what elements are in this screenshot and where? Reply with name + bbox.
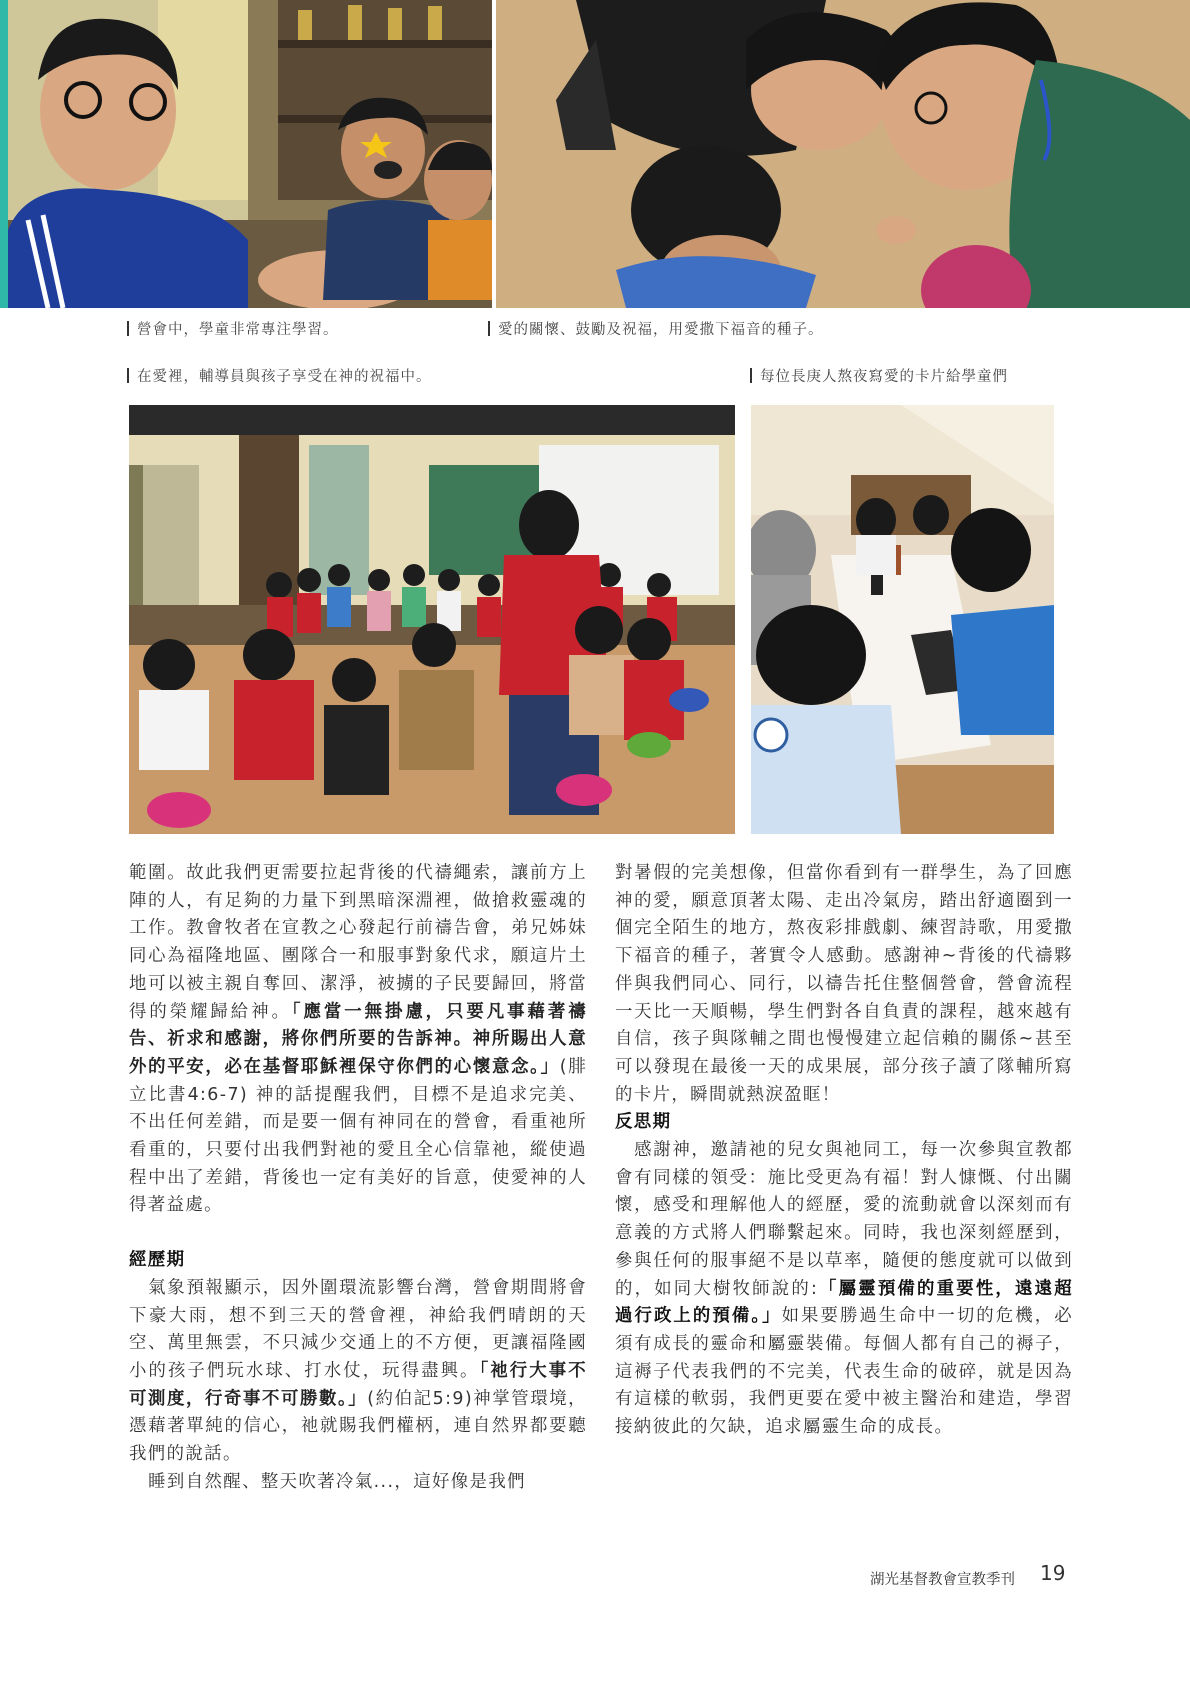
text: 範圍。故此我們更需要拉起背後的代禱繩索，讓前方上陣的人，有足夠的力量下到黑暗深淵裡，做搶救靈魂的工作。教會牧者在宣教之心發起行前禱告會，弟兄姊妹同心為福隆地區、團隊合一和服事對象代求，願這片土地可以被主親自奪回、潔淨，被擄的子民要歸回，將當得的榮耀歸給神。: [129, 863, 587, 1022]
page-number: 19: [1040, 1561, 1066, 1585]
text: 如果要勝過生命中一切的危機，必須有成長的靈命和屬靈裝備。每個人都有自己的褥子，這褥子代表我們的不完美，代表生命的破碎，就是因為有這樣的軟弱，我們更要在愛中被主醫治和建造，學習接納彼此的欠缺，追求屬靈生命的成長。: [615, 1306, 1073, 1438]
caption-text: 每位長庚人熬夜寫愛的卡片給學童們: [760, 369, 1008, 385]
caption-bar: [488, 321, 490, 336]
accent-bar: [0, 0, 8, 308]
paragraph: 對暑假的完美想像，但當你看到有一群學生，為了回應神的愛，願意頂著太陽、走出冷氣房，踏出舒適圈到一個完全陌生的地方，熬夜彩排戲劇、練習詩歌，用愛撒下福音的種子，著實令人感動。感謝神~背後的代禱夥伴與我們同心、同行，以禱告托住整個營會，營會流程一天比一天順暢，學生們對各自負責的課程，越來越有自信，孩子與隊輔之間也慢慢建立起信賴的關係~甚至可以發現在最後一天的成果展，部分孩子讀了隊輔所寫的卡片，瞬間就熱淚盈眶！: [615, 863, 1073, 1105]
right-column: [615, 860, 1073, 1442]
photo-youth-writing-cards: [751, 405, 1054, 834]
caption-top-left: [127, 320, 339, 340]
bible-verse: 「應當一無掛慮，只要凡事藉著禱告、祈求和感謝，將你們所要的告訴神。神所賜出人意外的平安，必在基督耶穌裡保守你們的心懷意念。」: [129, 1001, 587, 1077]
caption-middle-right: [750, 367, 1008, 387]
caption-bar: [750, 368, 752, 383]
text: (腓立比書4:6-7) 神的話提醒我們，目標不是追求完美、不出任何差錯，而是要一個有神同在的營會，看重祂所看重的，只要付出我們對祂的愛且全心信靠祂，縱使過程中出了差錯，背後也一定有美好的旨意，使愛神的人得著益處。: [129, 1056, 587, 1216]
section-heading: 經歷期: [129, 1250, 186, 1271]
caption-text: 在愛裡，輔導員與孩子享受在神的祝福中。: [137, 369, 432, 385]
left-column: [129, 860, 587, 1496]
spacer: [129, 1220, 587, 1247]
text: (約伯記5:9)神掌管環境，憑藉著單純的信心，祂就賜我們權柄，連自然界都要聽我們的說話。: [129, 1388, 587, 1465]
text: 感謝神，邀請祂的兒女與祂同工，每一次參與宣教都會有同樣的領受：施比受更為有福！對人慷慨、付出關懷，感受和理解他人的經歷，愛的流動就會以深刻而有意義的方式將人們聯繫起來。同時，我也深刻經歷到，參與任何的服事絕不是以草率，隨便的態度就可以做到的，如同大樹牧師說的:: [615, 1140, 1073, 1299]
text: 氣象預報顯示，因外圍環流影響台灣，營會期間將會下豪大雨，想不到三天的營會裡，神給我們晴朗的天空、萬里無雲，不只減少交通上的不方便，更讓福隆國小的孩子們玩水球、打水仗，玩得盡興。: [129, 1277, 587, 1381]
paragraph: [615, 1137, 1073, 1442]
caption-bar: [127, 368, 129, 383]
paragraph: [129, 1275, 587, 1469]
publication-name: 湖光基督教會宣教季刊: [870, 1572, 1015, 1588]
paragraph: [129, 860, 587, 1220]
photo-circle-gathering: [129, 405, 735, 834]
caption-top-right: [488, 320, 824, 340]
emphasis-quote: 「屬靈預備的重要性，遠遠超過行政上的預備。」: [615, 1278, 1073, 1327]
photo-students-studying: [8, 0, 492, 308]
paragraph: 睡到自然醒、整天吹著冷氣...，這好像是我們: [148, 1471, 526, 1492]
bible-verse: 「祂行大事不可測度，行奇事不可勝數。」: [129, 1360, 588, 1409]
caption-bar: [127, 321, 129, 336]
caption-text: 愛的關懷、鼓勵及祝福，用愛撒下福音的種子。: [498, 322, 824, 338]
caption-text: 營會中，學童非常專注學習。: [137, 322, 339, 338]
section-heading: 反思期: [615, 1112, 672, 1133]
photo-counselors-blessing-child: [496, 0, 1190, 308]
caption-middle-left: [127, 367, 432, 387]
